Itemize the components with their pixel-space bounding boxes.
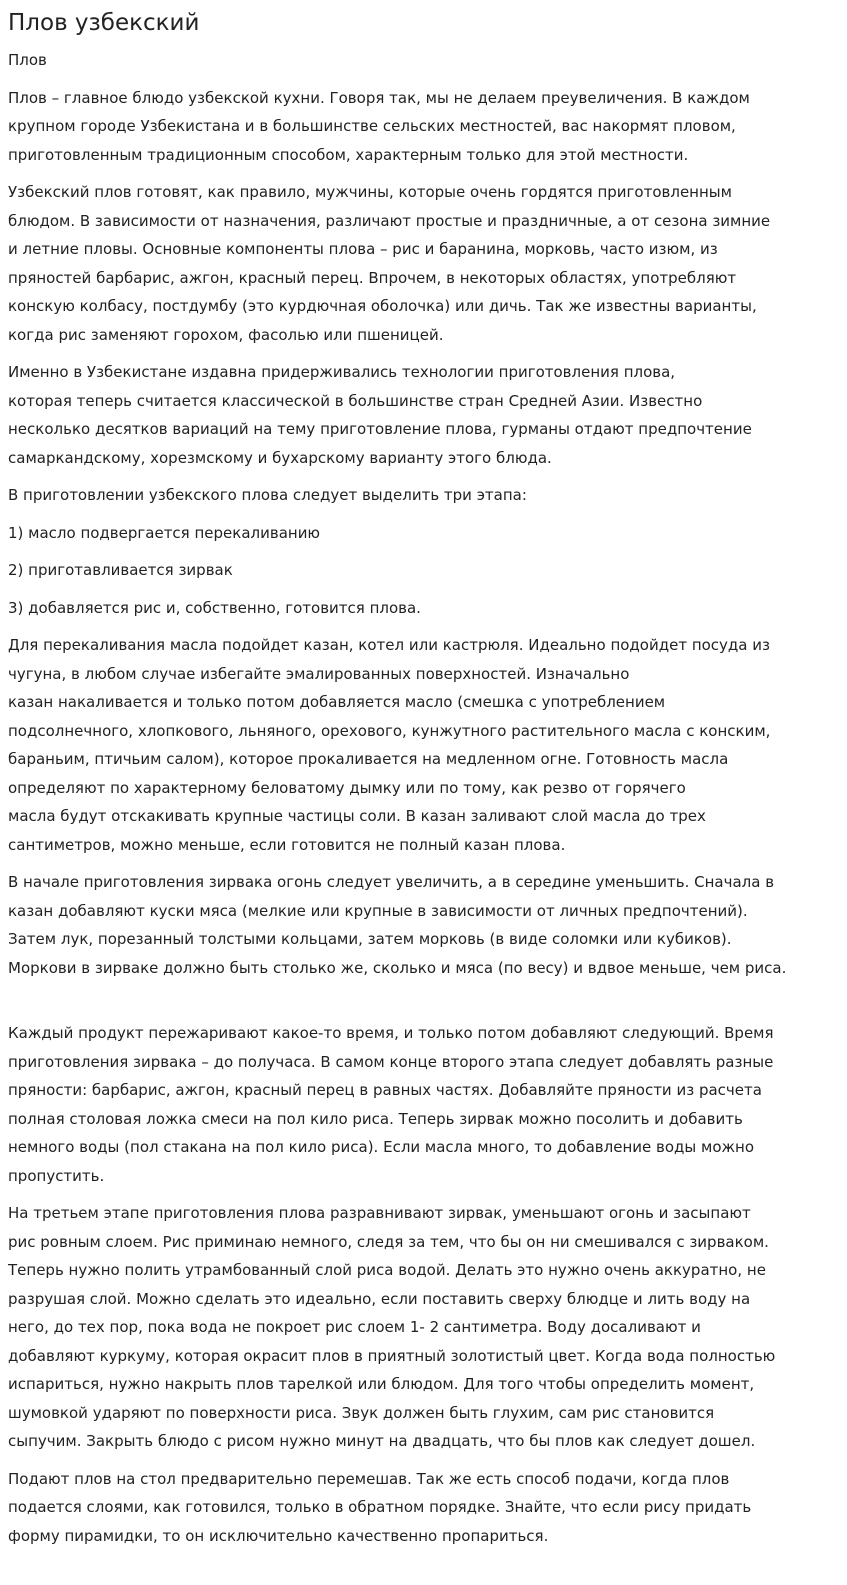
paragraph [8,481,839,510]
paragraph-line: сантиметров, можно меньше, если готовится не полный казан плова. [8,835,566,854]
paragraph-line: пропустить. [8,1166,105,1185]
paragraph [8,358,839,472]
paragraph-line: казан добавляют куски мяса (мелкие или крупные в зависимости от личных предпочтений). [8,901,748,920]
paragraph [8,631,839,859]
paragraph-line: Плов – главное блюдо узбекской кухни. Говоря так, мы не делаем преувеличения. В каждом [8,88,750,107]
paragraph [8,84,839,170]
paragraph-line: чугуна, в любом случае избегайте эмалированных поверхностей. Изначально [8,664,630,683]
paragraph-line: крупном городе Узбекистана и в большинстве сельских местностей, вас накормят пловом, [8,117,736,135]
paragraph-line: него, до тех пор, пока вода не покроет рис слоем 1- 2 сантиметра. Воду досаливают и [8,1318,701,1336]
paragraph-line: пряности: барбарис, ажгон, красный перец в равных частях. Добавляйте пряности из расчета [8,1081,762,1099]
paragraph-line: На третьем этапе приготовления плова разравнивают зирвак, уменьшают огонь и засыпают [8,1204,751,1222]
paragraph-line: масла будут отскакивать крупные частицы соли. В казан заливают слой масла до трех [8,807,706,825]
paragraph [8,1019,839,1190]
paragraph-line: Подают плов на стол предварительно перемешав. Так же есть способ подачи, когда плов [8,1469,730,1488]
paragraph-line: Затем лук, порезанный толстыми кольцами, затем морковь (в виде соломки или кубиков). [8,930,732,948]
paragraph-line: когда рис заменяют горохом, фасолью или пшеницей. [8,325,444,344]
paragraph-line: Моркови в зирваке должно быть столько же, сколько и мяса (по весу) и вдвое меньше, чем риса. [8,958,787,977]
article [0,6,847,1550]
paragraph-line: конскую колбасу, постдумбу (это курдючная оболочка) или дичь. Так же известны варианты, [8,297,757,315]
paragraph-line: В начале приготовления зирвака огонь следует увеличить, а в середине уменьшить. Сначала в [8,873,775,891]
paragraph-line: Каждый продукт пережаривают какое-то время, и только потом добавляют следующий. Время [8,1024,774,1042]
paragraph-line: несколько десятков вариаций на тему приготовление плова, гурманы отдают предпочтение [8,420,752,438]
paragraph-line: немного воды (пол стакана на пол кило риса). Если масла много, то добавление воды можно [8,1138,754,1156]
paragraph-line: В приготовлении узбекского плова следует выделить три этапа: [8,486,527,504]
paragraph-line: Узбекский плов готовят, как правило, мужчины, которые очень гордятся приготовленным [8,183,732,201]
paragraph-line: форму пирамидки, то он исключительно качественно пропариться. [8,1526,549,1545]
article-body [8,84,839,1551]
paragraph-line: подсолнечного, хлопкового, льняного, орехового, кунжутного растительного масла с конским, [8,721,771,740]
paragraph [8,178,839,349]
paragraph-line: 2) приготавливается зирвак [8,561,233,579]
paragraph-line: разрушая слой. Можно сделать это идеально, если поставить сверху блюдце и лить воду на [8,1289,751,1308]
paragraph-line: пряностей барбарис, ажгон, красный перец. Впрочем, в некоторых областях, употребляют [8,268,737,287]
paragraph-line: самаркандскому, хорезмскому и бухарскому варианту этого блюда. [8,448,552,467]
paragraph [8,556,839,585]
paragraph-line: сыпучим. Закрыть блюдо с рисом нужно минут на двадцать, что бы плов как следует дошел. [8,1432,756,1450]
paragraph-line: испариться, нужно накрыть плов тарелкой или блюдом. Для того чтобы определить момент, [8,1375,755,1393]
paragraph-line: бараньим, птичьим салом), которое прокаливается на медленном огне. Готовность масла [8,750,729,768]
paragraph-line: казан накаливается и только потом добавляется масло (смешка с употреблением [8,693,666,711]
paragraph-line: блюдом. В зависимости от назначения, различают простые и праздничные, а от сезона зимние [8,211,771,230]
page-title: Плов узбекский [8,10,200,36]
paragraph-line: Для перекаливания масла подойдет казан, котел или кастрюля. Идеально подойдет посуда из [8,636,770,654]
paragraph [8,1199,839,1456]
paragraph [8,868,839,982]
paragraph-line: 3) добавляется рис и, собственно, готовится плова. [8,598,421,617]
paragraph-line: Именно в Узбекистане издавна придерживались технологии приготовления плова, [8,363,676,381]
paragraph-line: добавляют куркуму, которая окрасит плов в приятный золотистый цвет. Когда вода полностью [8,1346,776,1365]
paragraph-line: приготовления зирвака – до получаса. В самом конце второго этапа следует добавлять разные [8,1052,774,1071]
paragraph-spacer [8,982,839,1010]
paragraph-line: рис ровным слоем. Рис приминаю немного, следя за тем, что бы он ни смешивался с зирваком. [8,1232,769,1251]
article-subtitle: Плов [8,51,47,69]
paragraph-line: 1) масло подвергается перекаливанию [8,523,321,542]
paragraph-line: которая теперь считается классической в большинстве стран Средней Азии. Известно [8,391,703,410]
paragraph [8,1465,839,1551]
paragraph-line: приготовленным традиционным способом, характерным только для этой местности. [8,145,689,164]
paragraph-line: и летние пловы. Основные компоненты плова – рис и баранина, морковь, часто изюм, из [8,240,718,258]
paragraph-line: полная столовая ложка смеси на пол кило риса. Теперь зирвак можно посолить и добавить [8,1109,743,1128]
paragraph-line: шумовкой ударяют по поверхности риса. Звук должен быть глухим, сам рис становится [8,1403,715,1422]
paragraph [8,594,839,623]
paragraph [8,519,839,548]
paragraph-line: Теперь нужно полить утрамбованный слой риса водой. Делать это нужно очень аккуратно, не [8,1261,766,1279]
paragraph-line: подается слоями, как готовился, только в обратном порядке. Знайте, что если рису придать [8,1498,752,1516]
paragraph-line: определяют по характерному беловатому дымку или по тому, как резво от горячего [8,778,686,797]
